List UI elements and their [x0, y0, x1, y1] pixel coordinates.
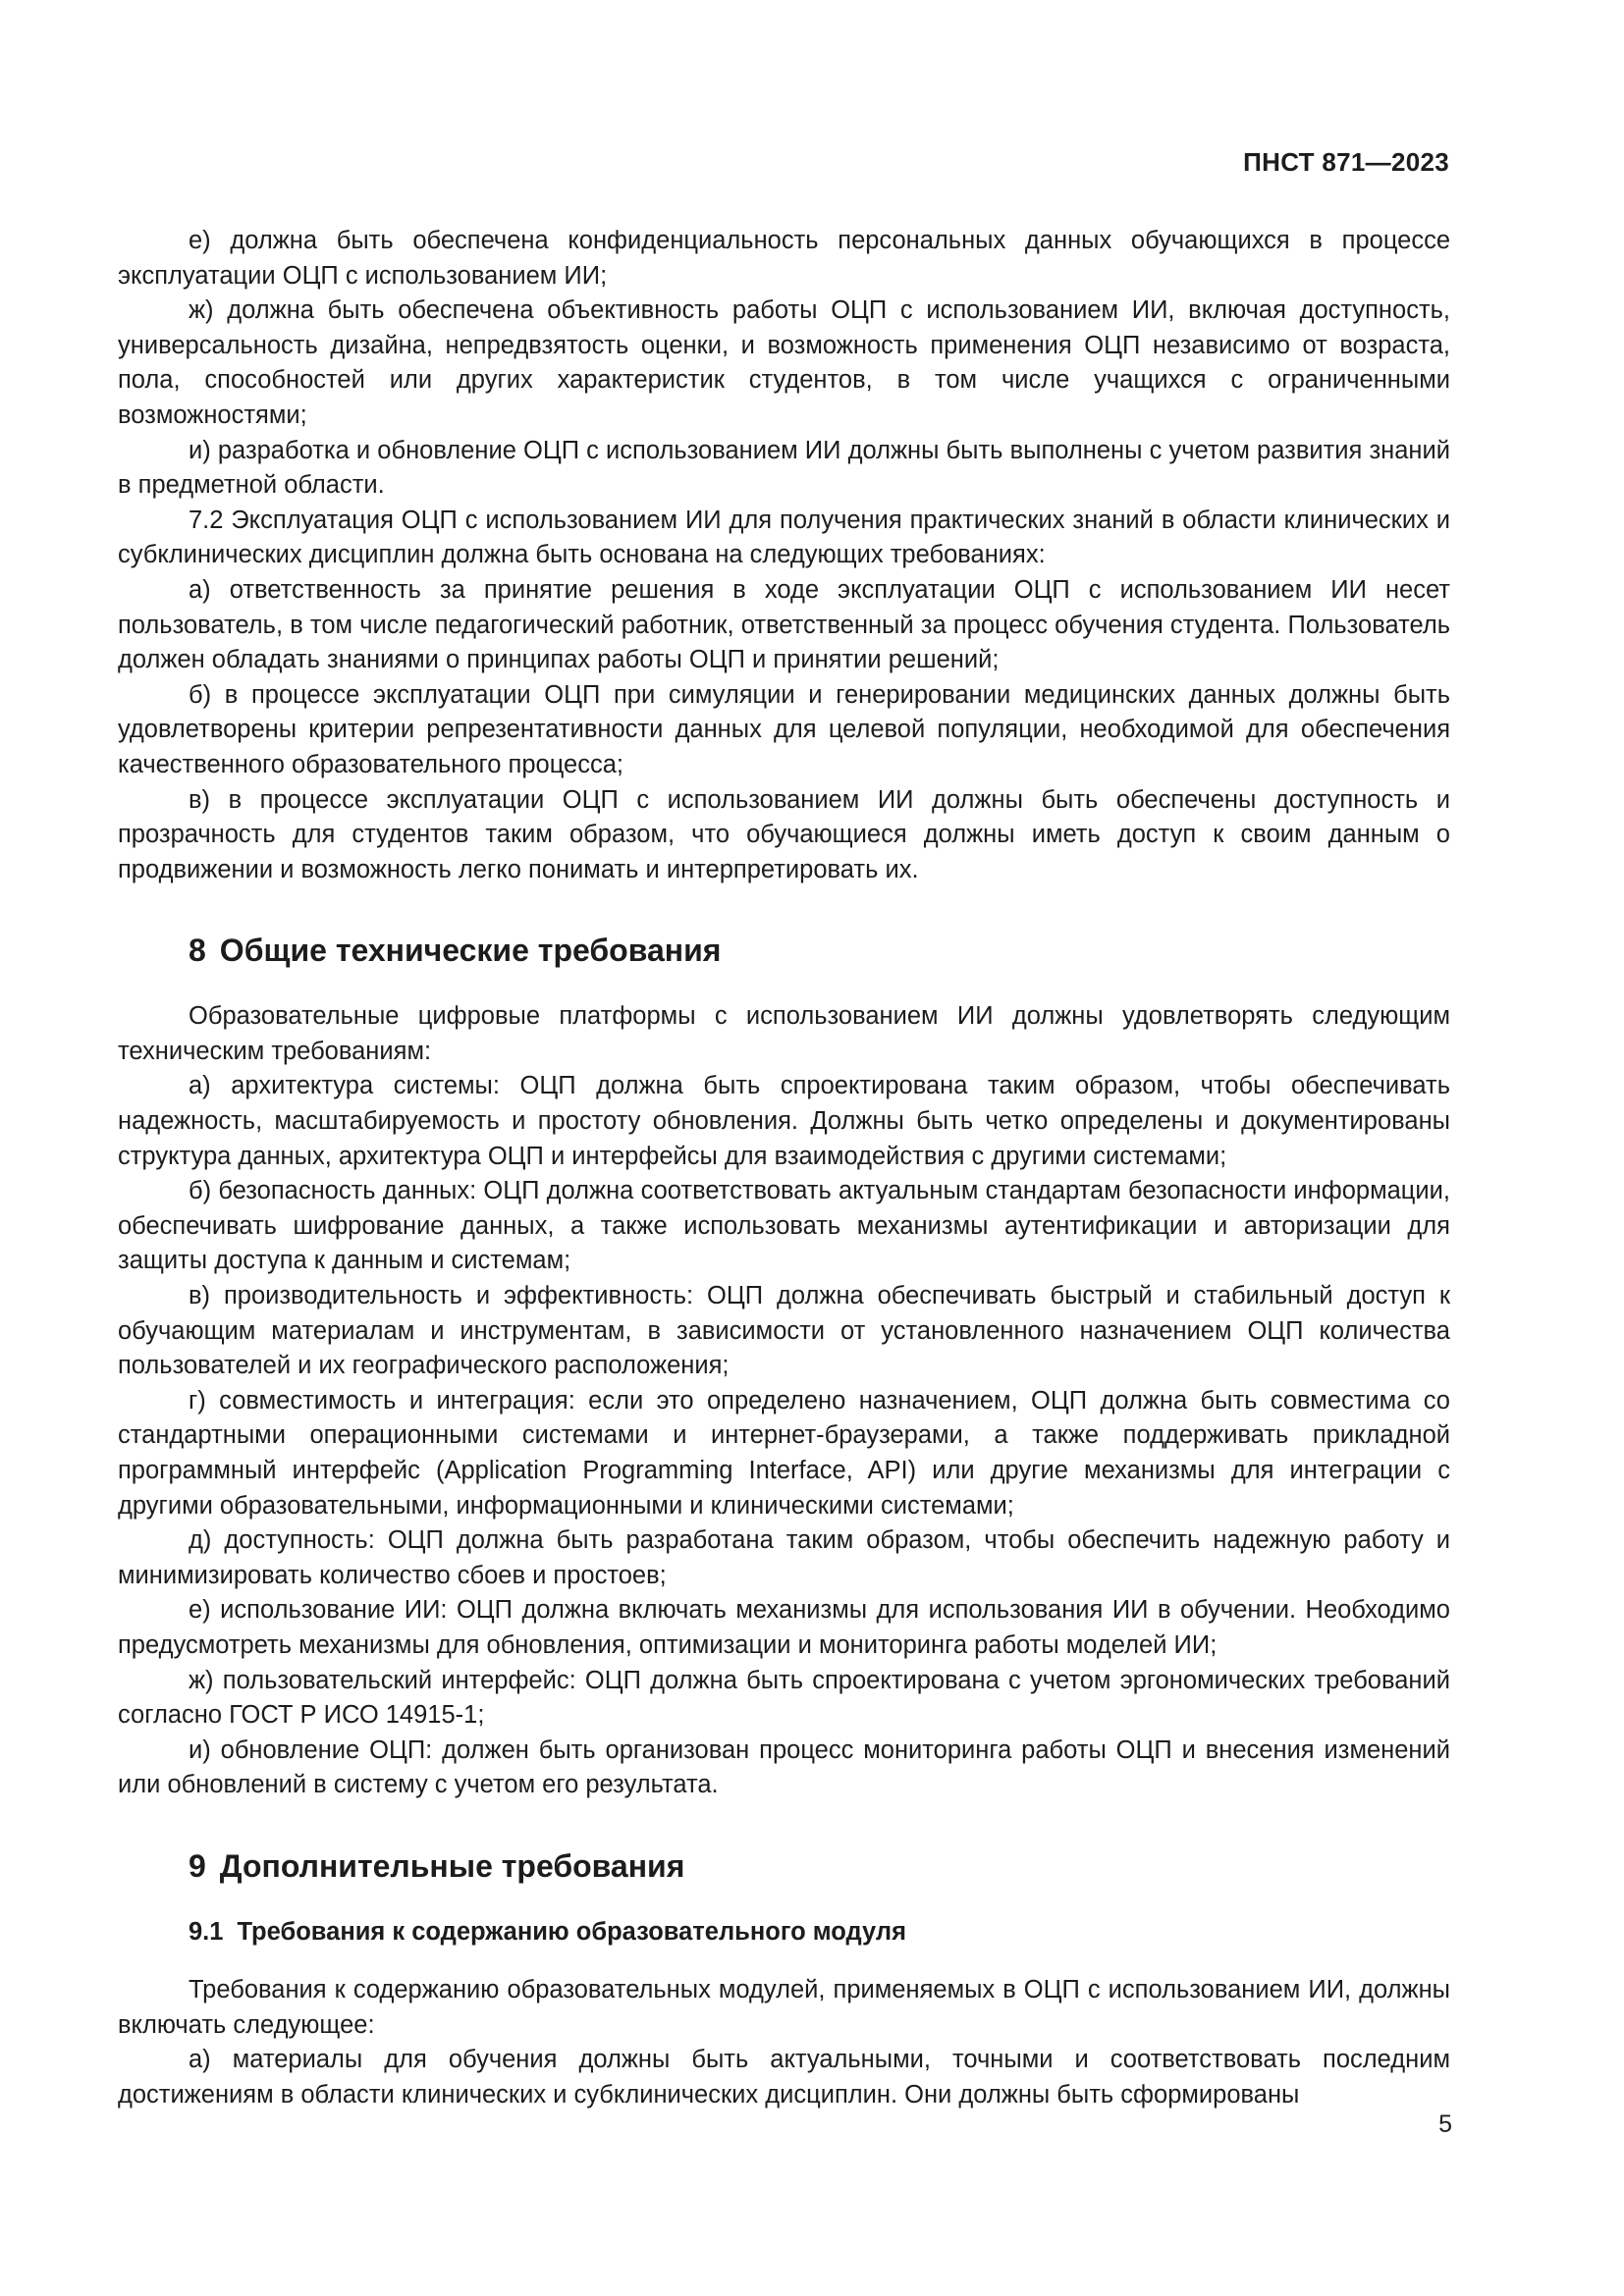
body-text: [118, 224, 1450, 2112]
subsection-9-1-title: Требования к содержанию образовательного модуля: [237, 1917, 906, 1946]
clause-7-2: 7.2 Эксплуатация ОЦП с использованием ИИ для получения практических знаний в области клинических и субклинических дисциплин должна быть основана на следующих требованиях:: [118, 506, 1450, 569]
section-8-heading: [189, 931, 1450, 970]
item-g-compatibility: г) совместимость и интеграция: если это определено назначением, ОЦП должна быть совместима со стандартными операционными системами и интернет-браузерами, а также поддерживать прикладной программный интерфейс (Application Programming Interface, API) или другие механизмы для интеграции с другими образовательными, информационными и клиническими системами;: [118, 1386, 1450, 1520]
item-a-responsibility: а) ответственность за принятие решения в ходе эксплуатации ОЦП с использованием ИИ несет пользователь, в том числе педагогический работник, ответственный за процесс обучения студента. Пользователь должен обладать знаниями о принципах работы ОЦП и принятии решений;: [118, 575, 1450, 674]
section-9-1-intro: Требования к содержанию образовательных модулей, применяемых в ОЦП с использованием ИИ, должны включать следующее:: [118, 1975, 1450, 2039]
item-i-updates: и) обновление ОЦП: должен быть организован процесс мониторинга работы ОЦП и внесения изменений или обновлений в систему с учетом его результата.: [118, 1735, 1450, 1799]
item-d-availability: д) доступность: ОЦП должна быть разработана таким образом, чтобы обеспечить надежную работу и минимизировать количество сбоев и простоев;: [118, 1526, 1450, 1589]
subsection-9-1-number: 9.1: [189, 1917, 224, 1946]
page-number: 5: [1438, 2110, 1452, 2138]
item-a-materials: а) материалы для обучения должны быть актуальными, точными и соответствовать последним достижениям в области клинических и субклинических дисциплин. Они должны быть сформированы: [118, 2046, 1450, 2109]
section-9-heading: [189, 1846, 1450, 1886]
item-b-security: б) безопасность данных: ОЦП должна соответствовать актуальным стандартам безопасности информации, обеспечивать шифрование данных, а также использовать механизмы аутентификации и авторизации для защиты доступа к данным и системам;: [118, 1177, 1450, 1275]
document-designation: ПНСТ 871—2023: [1243, 147, 1449, 177]
section-9-title: Дополнительные требования: [219, 1847, 685, 1884]
item-zh-user-interface: ж) пользовательский интерфейс: ОЦП должна быть спроектирована с учетом эргономических требований согласно ГОСТ Р ИСО 14915-1;: [118, 1666, 1450, 1730]
item-v-transparency: в) в процессе эксплуатации ОЦП с использованием ИИ должны быть обеспечены доступность и прозрачность для студентов таким образом, что обучающиеся должны иметь доступ к своим данным о продвижении и возможность легко понимать и интерпретировать их.: [118, 785, 1450, 883]
item-i-development: и) разработка и обновление ОЦП с использованием ИИ должны быть выполнены с учетом развития знаний в предметной области.: [118, 436, 1450, 500]
subsection-9-1-heading: [189, 1915, 1450, 1949]
section-8-number: 8: [189, 933, 206, 969]
item-e-confidentiality: е) должна быть обеспечена конфиденциальность персональных данных обучающихся в процессе эксплуатации ОЦП с использованием ИИ;: [118, 227, 1450, 290]
section-8-title: Общие технические требования: [219, 933, 722, 969]
item-b-representativeness: б) в процессе эксплуатации ОЦП при симуляции и генерировании медицинских данных должны быть удовлетворены критерии репрезентативности данных для целевой популяции, необходимой для обеспечения качественного образовательного процесса;: [118, 680, 1450, 778]
item-v-performance: в) производительность и эффективность: ОЦП должна обеспечивать быстрый и стабильный доступ к обучающим материалам и инструментам, в зависимости от установленного назначением ОЦП количества пользователей и их географического расположения;: [118, 1282, 1450, 1380]
section-9-number: 9: [189, 1847, 206, 1884]
section-8-intro: Образовательные цифровые платформы с использованием ИИ должны удовлетворять следующим техническим требованиям:: [118, 1002, 1450, 1065]
item-e-ai-usage: е) использование ИИ: ОЦП должна включать механизмы для использования ИИ в обучении. Необходимо предусмотреть механизмы для обновления, оптимизации и мониторинга работы моделей ИИ;: [118, 1596, 1450, 1659]
item-a-architecture: а) архитектура системы: ОЦП должна быть спроектирована таким образом, чтобы обеспечивать надежность, масштабируемость и простоту обновления. Должны быть четко определены и документированы структура данных, архитектура ОЦП и интерфейсы для взаимодействия с другими системами;: [118, 1072, 1450, 1170]
item-zh-objectivity: ж) должна быть обеспечена объективность работы ОЦП с использованием ИИ, включая доступность, универсальность дизайна, непредвзятость оценки, и возможность применения ОЦП независимо от возраста, пола, способностей или других характеристик студентов, в том числе учащихся с ограниченными возможностями;: [118, 296, 1450, 429]
